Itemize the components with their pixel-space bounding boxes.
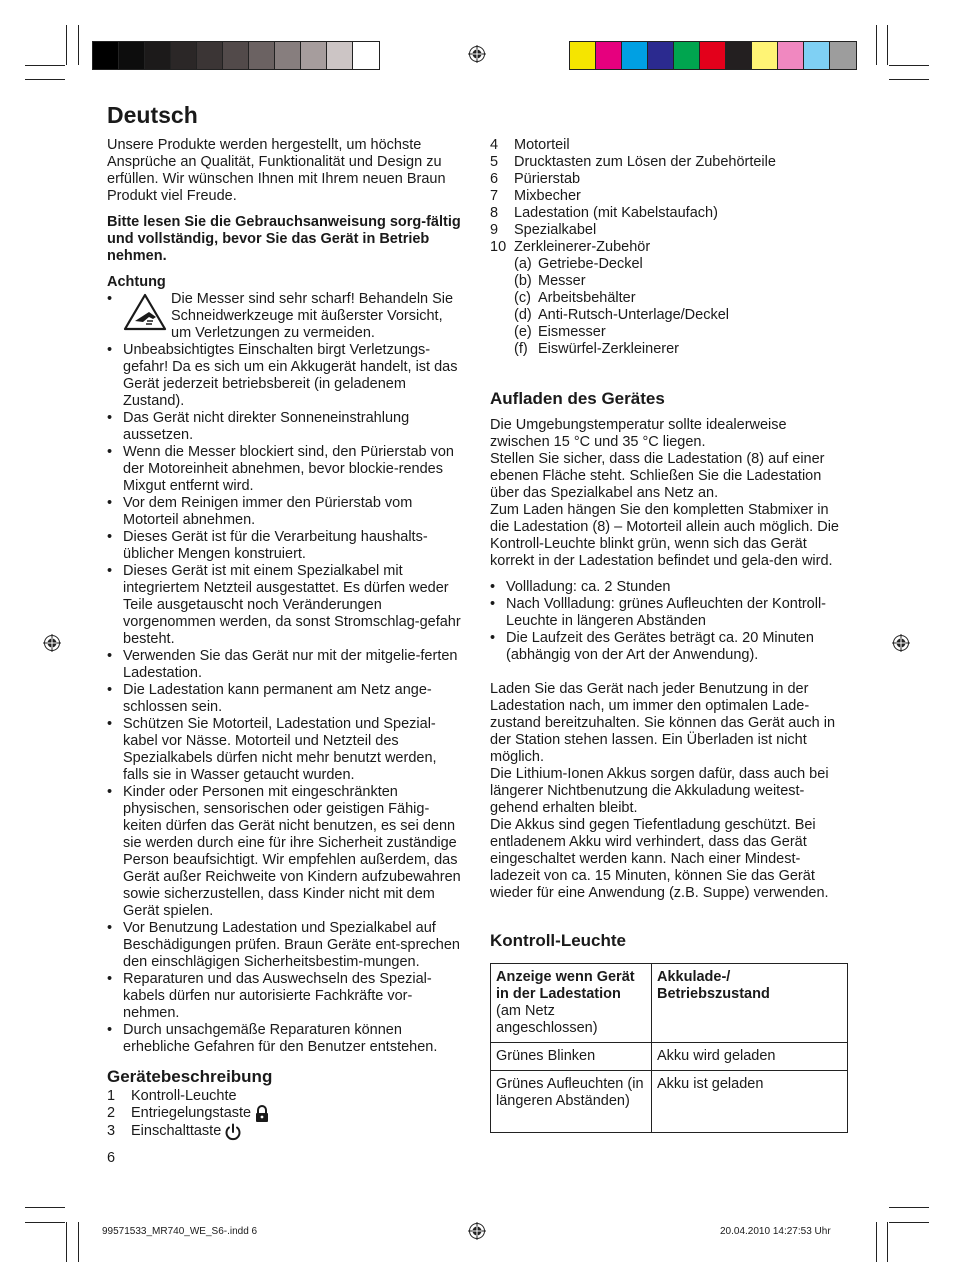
item-number: 10	[490, 239, 507, 255]
left-column	[107, 137, 463, 1167]
table-row	[491, 1043, 848, 1071]
color-swatch	[596, 42, 622, 69]
list-item: • Dieses Gerät ist für die Verarbeitung haushalts-üblicher Mengen konstruiert.	[107, 529, 463, 563]
description-heading: Gerätebeschreibung	[107, 1067, 273, 1086]
list-item	[490, 205, 850, 222]
charging-bullets	[490, 579, 850, 664]
item-number: 9	[490, 222, 499, 238]
color-swatch	[622, 42, 648, 69]
item-number: (d)	[514, 307, 532, 323]
item-number: 3	[107, 1123, 116, 1139]
list-item	[490, 239, 850, 256]
item-label: Pürierstab	[514, 171, 581, 187]
item-number: (a)	[514, 256, 532, 272]
list-item	[490, 137, 850, 154]
footer-datetime: 20.04.2010 14:27:53 Uhr	[720, 1226, 831, 1237]
item-number: 5	[490, 154, 499, 170]
page-number: 6	[107, 1150, 116, 1166]
list-item: • Unbeabsichtigtes Einschalten birgt Verletzungs-gefahr! Da es sich um ein Akkugerät handelt, ist das Gerät jederzeit betriebsbereit (in geladenem Zustand).	[107, 342, 463, 410]
list-item	[107, 1105, 463, 1123]
item-label: Spezialkabel	[514, 222, 597, 238]
color-swatch	[119, 42, 145, 69]
list-item	[107, 291, 463, 342]
table-header-cell: Akkulade-/ Betriebszustand	[652, 964, 848, 1043]
list-item	[490, 273, 850, 290]
indicator-table	[490, 963, 848, 1133]
list-item: • Wenn die Messer blockiert sind, den Pürierstab von der Motoreinheit abnehmen, bevor blockie-rendes Mixgut entfernt wird.	[107, 444, 463, 495]
item-label: Zerkleinerer-Zubehör	[514, 239, 651, 255]
list-item: • Verwenden Sie das Gerät nur mit der mitgelie-ferten Ladestation.	[107, 648, 463, 682]
list-item: • Die Laufzeit des Gerätes beträgt ca. 20 Minuten (abhängig von der Art der Anwendung).	[490, 630, 850, 664]
page-title: Deutsch	[107, 102, 198, 128]
intro-text: Unsere Produkte werden hergestellt, um höchste Ansprüche an Qualität, Funktionalität und Design zu erfüllen. Wir wünschen Ihnen mit Ihrem neuen Braun Produkt viel Freude.	[107, 137, 446, 204]
table-header-row	[491, 964, 848, 1043]
list-item: • Reparaturen und das Auswechseln des Spezial-kabels dürfen nur autorisierte Fachkräfte vor-nehmen.	[107, 971, 463, 1022]
list-item: • Schützen Sie Motorteil, Ladestation und Spezial-kabel vor Nässe. Motorteil und Netzteil des Spezialkabels dürfen nicht mehr benutzt werden, falls sie in Wasser getaucht wurden.	[107, 716, 463, 784]
list-item: • Vor dem Reinigen immer den Pürierstab vom Motorteil abnehmen.	[107, 495, 463, 529]
registration-mark-icon	[892, 634, 910, 652]
list-item: • Das Gerät nicht direkter Sonneneinstrahlung aussetzen.	[107, 410, 463, 444]
list-item: • Kinder oder Personen mit eingeschränkten physischen, sensorischen oder geistigen Fähig-keiten dürfen das Gerät nicht benutzen, es sei denn sie werden durch eine für ihre Sicherheit zuständige Person beaufsichtigt. Wir empfehlen außerdem, das Gerät außer Reichweite von Kindern aufzubewahren sowie sicherzustellen, dass Kinder nicht mit dem Gerät spielen.	[107, 784, 463, 920]
item-number: (e)	[514, 324, 532, 340]
table-cell: Akku ist geladen	[652, 1071, 848, 1133]
indicator-heading: Kontroll-Leuchte	[490, 931, 626, 950]
item-label: Motorteil	[514, 137, 570, 153]
item-number: (c)	[514, 290, 531, 306]
item-label: Messer	[538, 273, 586, 289]
item-number: 1	[107, 1088, 116, 1104]
item-number: 6	[490, 171, 499, 187]
item-number: (f)	[514, 341, 528, 357]
right-column	[490, 137, 850, 1133]
warnings-list	[107, 291, 463, 342]
item-number: 4	[490, 137, 499, 153]
parts-list-cont	[490, 137, 850, 256]
warning-text: • Die Messer sind sehr scharf! Behandeln Sie Schneidwerkzeuge mit äußerster Vorsicht, um Verletzungen zu vermeiden.	[171, 291, 454, 341]
list-item	[107, 1123, 463, 1141]
list-item: • Dieses Gerät ist mit einem Spezialkabel mit integriertem Netzteil ausgestattet. Es dürfen weder Teile ausgetauscht noch Veränderungen vorgenommen werden, da sonst Stromschlag-gefahr besteht.	[107, 563, 463, 648]
item-label: Eiswürfel-Zerkleinerer	[538, 341, 680, 357]
item-label: Ladestation (mit Kabelstaufach)	[514, 205, 718, 221]
lock-icon	[254, 1105, 270, 1123]
color-swatch	[301, 42, 327, 69]
color-swatch	[752, 42, 778, 69]
list-item	[490, 188, 850, 205]
read-notice: Bitte lesen Sie die Gebrauchsanweisung sorg-fältig und vollständig, bevor Sie das Gerät in Betrieb nehmen.	[107, 214, 461, 264]
item-number: 8	[490, 205, 499, 221]
item-label: Drucktasten zum Lösen der Zubehörteile	[514, 154, 776, 170]
item-number: 7	[490, 188, 499, 204]
list-item	[490, 290, 850, 307]
table-row	[491, 1071, 848, 1133]
table-cell: Akku wird geladen	[652, 1043, 848, 1071]
list-item: • Vor Benutzung Ladestation und Spezialkabel auf Beschädigungen prüfen. Braun Geräte ent-sprechen den einschlägigen Sicherheitsbestim-mungen.	[107, 920, 463, 971]
table-header-cell: Anzeige wenn Gerät in der Ladestation (am Netz angeschlossen)	[491, 964, 652, 1043]
subparts-list	[490, 256, 850, 358]
color-swatch	[778, 42, 804, 69]
color-swatch	[93, 42, 119, 69]
color-swatch	[249, 42, 275, 69]
charging-heading: Aufladen des Gerätes	[490, 389, 665, 408]
charging-text: Laden Sie das Gerät nach jeder Benutzung in der Ladestation nach, um immer den optimalen Lade-zustand bereitzuhalten. Sie können das Gerät auch in der Station stehen lassen. Ein Überladen ist nicht möglich. Die Lithium-Ionen Akkus sorgen dafür, dass auch bei längerer Nichtbenutzung die Akkuladung weitest-gehend erhalten bleibt. Die Akkus sind gegen Tiefentladung geschützt. Bei entladenem Akku wird verhindert, dass das Gerät eingeschaltet werden kann. Nach einer Mindest-ladezeit von ca. 15 Minuten, können Sie das Gerät wieder für eine Anwendung (z.B. Suppe) verwenden.	[490, 681, 836, 901]
footer-file-info: 99571533_MR740_WE_S6-.indd 6	[102, 1226, 258, 1237]
grayscale-color-bar	[92, 41, 380, 70]
item-label: Getriebe-Deckel	[538, 256, 643, 272]
color-swatch	[830, 42, 856, 69]
item-label: Mixbecher	[514, 188, 581, 204]
color-swatch	[327, 42, 353, 69]
item-label: Anti-Rutsch-Unterlage/Deckel	[538, 307, 729, 323]
list-item	[490, 154, 850, 171]
color-swatch	[353, 42, 379, 69]
charging-intro: Die Umgebungstemperatur sollte idealerweise zwischen 15 °C und 35 °C liegen. Stellen Sie sicher, dass die Ladestation (8) auf einer ebenen Fläche steht. Schließen Sie die Ladestation über das Spezialkabel ans Netz an. Zum Laden hängen Sie den kompletten Stabmixer in die Ladestation (8) – Motorteil allein auch möglich. Die Kontroll-Leuchte blinkt grün, wenn sich das Gerät korrekt in der Ladestation befindet und gela-den wird.	[490, 417, 839, 569]
item-label: Arbeitsbehälter	[538, 290, 636, 306]
color-swatch	[145, 42, 171, 69]
registration-mark-icon	[43, 634, 61, 652]
attention-heading: Achtung	[107, 274, 166, 290]
item-label: Kontroll-Leuchte	[131, 1088, 237, 1104]
list-item	[490, 324, 850, 341]
color-swatch	[197, 42, 223, 69]
list-item: • Nach Vollladung: grünes Aufleuchten der Kontroll-Leuchte in längeren Abständen	[490, 596, 850, 630]
list-item: • Die Ladestation kann permanent am Netz ange-schlossen sein.	[107, 682, 463, 716]
item-label: Entriegelungstaste	[131, 1105, 252, 1121]
list-item	[490, 341, 850, 358]
list-item: • Vollladung: ca. 2 Stunden	[490, 579, 850, 596]
color-swatch	[570, 42, 596, 69]
color-swatch	[275, 42, 301, 69]
list-item	[490, 222, 850, 239]
table-cell: Grünes Blinken	[491, 1043, 652, 1071]
power-icon	[224, 1123, 242, 1141]
item-label: Einschalttaste	[131, 1123, 222, 1139]
sharp-blade-warning-icon	[123, 293, 171, 342]
item-label: Eismesser	[538, 324, 606, 340]
table-cell: Grünes Aufleuchten (in längeren Abständen)	[491, 1071, 652, 1133]
color-swatch	[648, 42, 674, 69]
color-swatch	[223, 42, 249, 69]
registration-mark-icon	[468, 1222, 486, 1240]
color-swatch	[674, 42, 700, 69]
process-color-bar	[569, 41, 857, 70]
color-swatch	[700, 42, 726, 69]
list-item	[490, 307, 850, 324]
color-swatch	[726, 42, 752, 69]
parts-list	[107, 1088, 463, 1141]
warnings-list-cont	[107, 342, 463, 1056]
list-item	[107, 1088, 463, 1105]
list-item	[490, 256, 850, 273]
list-item	[490, 171, 850, 188]
item-number: (b)	[514, 273, 532, 289]
color-swatch	[804, 42, 830, 69]
item-number: 2	[107, 1105, 116, 1121]
registration-mark-icon	[468, 45, 486, 63]
color-swatch	[171, 42, 197, 69]
list-item: • Durch unsachgemäße Reparaturen können erhebliche Gefahren für den Benutzer entstehen.	[107, 1022, 463, 1056]
